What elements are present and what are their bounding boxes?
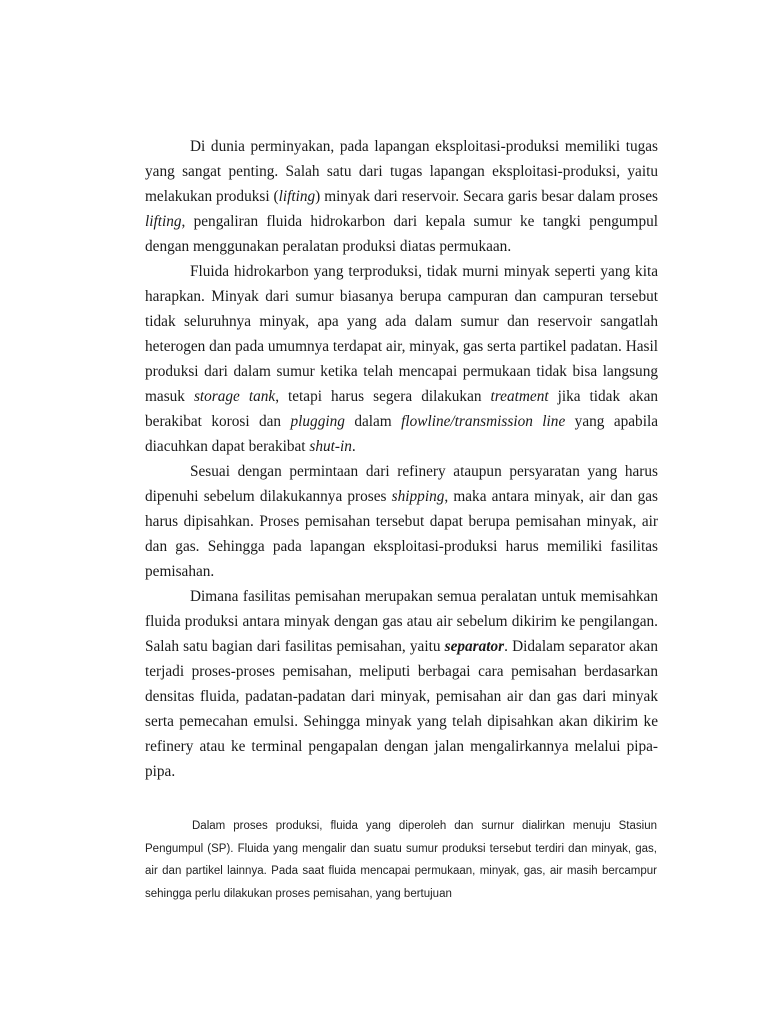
- italic-term: shut-in: [309, 438, 352, 455]
- text-run: , pengaliran fluida hidrokarbon dari kepala sumur ke tangki pengumpul dengan menggunakan peralatan produksi diatas permukaan.: [145, 213, 658, 255]
- excerpt-block: [145, 815, 657, 906]
- text-run: ) minyak dari reservoir. Secara garis besar dalam proses: [315, 188, 658, 205]
- text-run: Sesuai dengan permintaan dari refinery ataupun persyaratan yang harus dipenuhi sebelum dilakukannya proses: [145, 463, 658, 505]
- text-run: Dimana fasilitas pemisahan merupakan semua peralatan untuk memisahkan fluida produksi antara minyak dengan gas atau air sebelum dikirim ke pengilangan. Salah satu bagian dari fasilitas pemisahan, yaitu: [145, 588, 658, 655]
- text-run: yang apabila diacuhkan dapat berakibat: [145, 413, 658, 455]
- text-run: dalam: [344, 413, 402, 430]
- paragraph: [145, 134, 658, 259]
- excerpt-paragraph: Dalam proses produksi, fluida yang diperoleh dan surnur dialirkan menuju Stasiun Pengumpul (SP). Fluida yang mengalir dan suatu sumur produksi tersebut terdiri dan minyak, gas, air dan partikel lainnya. Pada saat fluida mencapai permukaan, minyak, gas, air masih bercampur sehingga perlu dilakukan proses pemisahan, yang bertujuan: [145, 820, 657, 901]
- italic-term: lifting: [145, 213, 182, 230]
- bold-italic-term: separator: [444, 638, 505, 655]
- paragraph: [145, 584, 658, 784]
- italic-term: shipping: [391, 488, 445, 505]
- text-run: jika tidak akan berakibat korosi dan: [145, 388, 659, 430]
- italic-term: plugging: [290, 413, 345, 430]
- text-run: Fluida hidrokarbon yang terproduksi, tidak murni minyak seperti yang kita harapkan. Minyak dari sumur biasanya berupa campuran dan campuran tersebut tidak seluruhnya minyak, apa yang ada dalam sumur dan reservoir sangatlah heterogen dan pada umumnya terdapat air, minyak, gas serta partikel padatan. Hasil produksi dari dalam sumur ketika telah mencapai permukaan tidak bisa langsung masuk: [145, 263, 658, 405]
- text-run: .: [351, 438, 356, 455]
- paragraph: [145, 259, 658, 459]
- italic-term: flowline/transmission line: [401, 413, 566, 430]
- text-run: , tetapi harus segera dilakukan: [275, 388, 491, 405]
- italic-term: lifting: [278, 188, 316, 205]
- italic-term: treatment: [490, 388, 549, 405]
- text-run: , maka antara minyak, air dan gas harus dipisahkan. Proses pemisahan tersebut dapat berupa pemisahan minyak, air dan gas. Sehingga pada lapangan eksploitasi-produksi harus memiliki fasilitas pemisahan.: [145, 488, 658, 580]
- text-run: Di dunia perminyakan, pada lapangan eksploitasi-produksi memiliki tugas yang sangat penting. Salah satu dari tugas lapangan eksploitasi-produksi, yaitu melakukan produksi (: [145, 138, 658, 205]
- italic-term: storage tank: [193, 388, 276, 405]
- text-run: . Didalam separator akan terjadi proses-proses pemisahan, meliputi berbagai cara pemisahan berdasarkan densitas fluida, padatan-padatan dari minyak, pemisahan air dan gas dari minyak serta pemecahan emulsi. Sehingga minyak yang telah dipisahkan akan dikirim ke refinery atau ke terminal pengapalan dengan jalan mengalirkannya melalui pipa-pipa.: [145, 638, 658, 780]
- main-text-body: [145, 134, 658, 784]
- paragraph: [145, 459, 658, 584]
